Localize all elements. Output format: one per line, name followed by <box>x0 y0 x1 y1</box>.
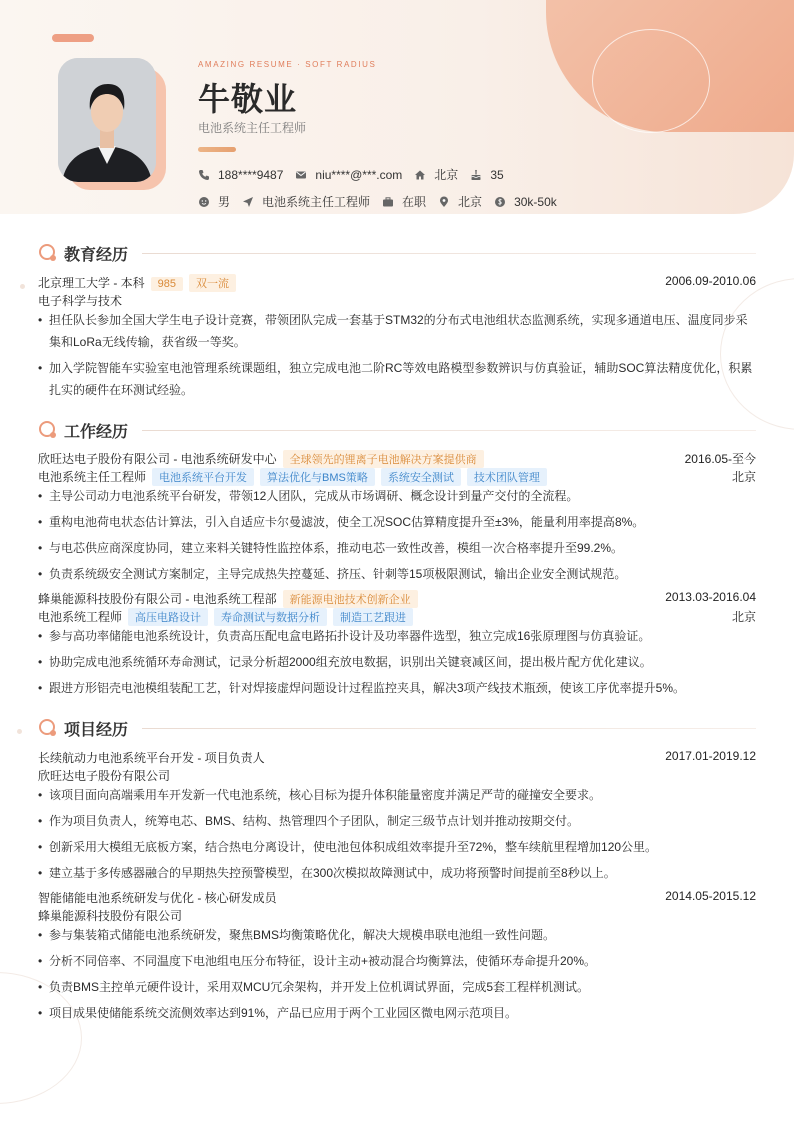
header-accent-bar <box>52 34 94 42</box>
email-item <box>295 168 402 182</box>
work-entry-header <box>38 590 756 608</box>
project-company: 欣旺达电子股份有限公司 <box>38 769 171 783</box>
search-icon <box>38 420 58 440</box>
section-divider <box>142 430 756 431</box>
city-text: 北京 <box>434 168 459 182</box>
target-job-item <box>242 193 370 210</box>
home-icon <box>414 169 426 181</box>
section-divider <box>142 728 756 729</box>
name-underline-bar <box>198 147 236 152</box>
work-bullet: • 跟进方形铝壳电池模组装配工艺，针对焊接虚焊问题设计过程监控夹具，解决3项产线技术瓶颈，使该工序优率提升5%。 <box>38 677 756 699</box>
project-section-header <box>38 718 756 738</box>
school-degree: 北京理工大学 - 本科 <box>38 276 145 290</box>
education-entry-header <box>38 274 756 292</box>
face-icon <box>198 196 210 208</box>
project-company: 蜂巢能源科技股份有限公司 <box>38 909 183 923</box>
coin-icon <box>494 196 506 208</box>
project-date: 2014.05-2015.12 <box>665 889 756 903</box>
education-major: 电子科学与技术 <box>38 294 123 308</box>
school-tag: 985 <box>151 277 183 291</box>
cake-icon <box>470 169 482 181</box>
company-tag: 全球领先的锂离子电池解决方案提供商 <box>283 450 484 468</box>
project-bullet: • 负责BMS主控单元硬件设计，采用双MCU冗余架构，并开发上位机调试界面，完成5套工程样机测试。 <box>38 976 756 998</box>
work-location: 北京 <box>731 610 756 624</box>
project-section-title: 项目经历 <box>64 721 129 739</box>
gender-text: 男 <box>218 195 231 209</box>
status-text: 在职 <box>402 195 427 209</box>
work-position-row <box>38 468 756 486</box>
skill-tag: 电池系统平台开发 <box>152 468 254 486</box>
work-bullet: • 参与高功率储能电池系统设计，负责高压配电盒电路拓扑设计及功率器件选型，独立完成16张原理图与仿真验证。 <box>38 625 756 647</box>
work-bullet: • 负责系统级安全测试方案制定，主导完成热失控蔓延、挤压、针刺等15项极限测试，输出企业安全测试规范。 <box>38 563 756 585</box>
section-divider <box>142 253 756 254</box>
candidate-name: 牛敬业 <box>198 81 298 117</box>
education-date: 2006.09-2010.06 <box>665 274 756 288</box>
work-position-row <box>38 608 756 626</box>
profile-photo <box>58 58 156 182</box>
education-bullet <box>38 309 756 353</box>
education-bullet <box>38 357 756 401</box>
search-icon <box>38 718 58 738</box>
mail-icon <box>295 169 307 181</box>
status-item <box>382 193 426 210</box>
search-icon <box>38 243 58 263</box>
contact-info-row <box>198 166 516 183</box>
skill-tag: 算法优化与BMS策略 <box>260 468 375 486</box>
decorative-dot <box>17 729 22 734</box>
work-section-header <box>38 420 756 440</box>
work-position: 电池系统主任工程师 <box>38 470 147 484</box>
education-section-title: 教育经历 <box>64 246 129 264</box>
project-bullet: • 该项目面向高端乘用车开发新一代电池系统，核心目标为提升体积能量密度并满足严苛的碰撞安全要求。 <box>38 784 756 806</box>
salary-text: 30k-50k <box>514 194 557 209</box>
bullet-line: • 加入学院智能车实验室电池管理系统课题组，独立完成电池二阶RC等效电路模型参数辨识与仿真验证，辅助SOC算法精度优化，积累 <box>49 361 753 375</box>
work-bullet: • 协助完成电池系统循环寿命测试，记录分析超2000组充放电数据，识别出关键衰减区间，提出极片配方优化建议。 <box>38 651 756 673</box>
skill-tag: 制造工艺跟进 <box>333 608 413 626</box>
work-date: 2016.05-至今 <box>684 452 756 466</box>
project-bullet: • 分析不同倍率、不同温度下电池组电压分布特征，设计主动+被动混合均衡算法，使循环寿命提升20%。 <box>38 950 756 972</box>
education-section-header <box>38 243 756 263</box>
skill-tag: 寿命测试与数据分析 <box>214 608 327 626</box>
school-tag: 双一流 <box>189 274 236 292</box>
city-item <box>414 166 458 183</box>
target-city-text: 北京 <box>458 195 483 209</box>
bullet-line: 集和LoRa无线传输，获省级一等奖。 <box>49 335 246 349</box>
work-bullet: • 与电芯供应商深度协同，建立来料关键特性监控体系，推动电芯一致性改善，模组一次合格率提升至99.2%。 <box>38 537 756 559</box>
skill-tag: 高压电路设计 <box>128 608 208 626</box>
project-name-role: 智能储能电池系统研发与优化 - 核心研发成员 <box>38 891 277 905</box>
bullet-line: 扎实的硬件在环测试经验。 <box>49 383 194 397</box>
project-bullet: • 参与集装箱式储能电池系统研发，聚焦BMS均衡策略优化，解决大规模串联电池组一致性问题。 <box>38 924 756 946</box>
project-entry-header <box>38 889 756 906</box>
project-bullet: • 作为项目负责人，统筹电芯、BMS、结构、热管理四个子团队，制定三级节点计划并推动按期交付。 <box>38 810 756 832</box>
skill-tag: 系统安全测试 <box>381 468 461 486</box>
send-icon <box>242 196 254 208</box>
company-department: 欣旺达电子股份有限公司 - 电池系统研发中心 <box>38 452 277 466</box>
project-name-role: 长续航动力电池系统平台开发 - 项目负责人 <box>38 751 265 765</box>
work-position: 电池系统工程师 <box>38 610 123 624</box>
work-section-title: 工作经历 <box>64 423 129 441</box>
job-intention-row <box>198 193 569 210</box>
candidate-role: 电池系统主任工程师 <box>198 121 307 135</box>
phone-text[interactable]: 188****9487 <box>218 167 284 182</box>
project-bullet: • 项目成果使储能系统交流侧效率达到91%，产品已应用于两个工业园区微电网示范项目。 <box>38 1002 756 1024</box>
phone-icon <box>198 169 210 181</box>
header-decorative-ring <box>592 29 710 133</box>
project-entry-header <box>38 749 756 766</box>
briefcase-icon <box>382 196 394 208</box>
age-item <box>470 168 503 182</box>
person-portrait-icon <box>58 58 156 182</box>
work-date: 2013.03-2016.04 <box>665 590 756 604</box>
company-department: 蜂巢能源科技股份有限公司 - 电池系统工程部 <box>38 592 277 606</box>
resume-tagline: AMAZING RESUME · SOFT RADIUS <box>198 60 377 69</box>
company-tag: 新能源电池技术创新企业 <box>283 590 418 608</box>
target-city-item <box>438 193 482 210</box>
work-bullet: • 主导公司动力电池系统平台研发，带领12人团队，完成从市场调研、概念设计到量产交付的全流程。 <box>38 485 756 507</box>
bullet-line: • 担任队长参加全国大学生电子设计竞赛，带领团队完成一套基于STM32的分布式电池组状态监测系统，实现多通道电压、温度同步采 <box>49 313 748 327</box>
age-text: 35 <box>490 167 504 182</box>
work-entry-header <box>38 450 756 468</box>
project-bullet: • 创新采用大模组无底板方案，结合热电分离设计，使电池包体积成组效率提升至72%，整车续航里程增加120公里。 <box>38 836 756 858</box>
work-location: 北京 <box>731 470 756 484</box>
work-bullet: • 重构电池荷电状态估计算法，引入自适应卡尔曼滤波，使全工况SOC估算精度提升至±3%，能量利用率提高8%。 <box>38 511 756 533</box>
email-text[interactable]: niu****@***.com <box>315 167 403 182</box>
target-job-text: 电池系统主任工程师 <box>262 195 371 209</box>
decorative-dot <box>20 284 25 289</box>
gender-item <box>198 193 230 210</box>
location-pin-icon <box>438 196 450 208</box>
salary-item <box>494 195 557 209</box>
phone-item <box>198 168 283 182</box>
project-bullet: • 建立基于多传感器融合的早期热失控预警模型，在300次模拟故障测试中，成功将预警时间提前至8秒以上。 <box>38 862 756 884</box>
skill-tag: 技术团队管理 <box>467 468 547 486</box>
project-date: 2017.01-2019.12 <box>665 749 756 763</box>
